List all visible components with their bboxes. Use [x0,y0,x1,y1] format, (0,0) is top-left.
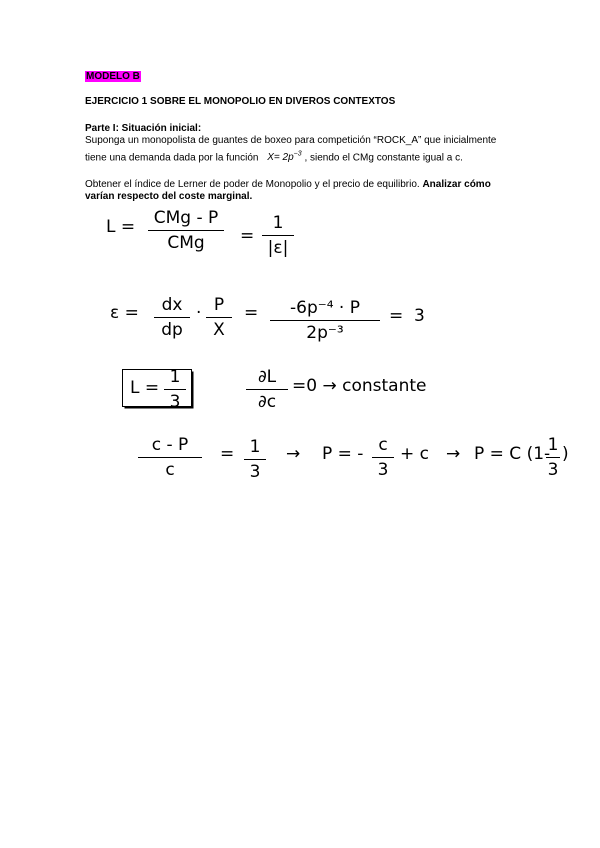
eq4-rhs-bar [244,459,266,460]
eq1-rhs-bar [262,235,294,236]
eq4-rhs-fraction [244,436,266,483]
eq2-frac-3-bar [270,320,380,321]
eq4-final-bar [546,457,560,458]
eq1-lhs: L = [106,217,136,237]
eq3-partial-num: ∂L [257,367,277,387]
eq4-final-num: 1 [547,435,559,455]
eq3-boxed-fraction [164,366,186,413]
eq4-c-num: c [378,435,388,455]
eq4-final-fraction [546,434,560,481]
eq3-partial [246,366,288,413]
eq3-partial-bar [246,389,288,390]
part-label: Parte I [85,123,116,134]
eq2-frac-1 [154,294,190,341]
eq2-frac-2-num: P [213,295,225,315]
eq3-boxed-lhs: L = [130,378,160,398]
eq2-frac-2-bar [206,317,232,318]
question-bold-1: Analizar cómo [422,179,491,190]
eq4-arrow-2: → [446,444,461,464]
eq4-lhs-fraction [138,434,202,481]
eq4-lhs-bar [138,457,202,458]
statement-line-2-pre: tiene una demanda dada por la función [85,152,259,164]
eq3-boxed-den: 3 [169,392,181,412]
eq2-frac-1-bar [154,317,190,318]
eq2-frac-1-den: dp [161,320,183,340]
eq1-rhs-fraction [262,212,294,259]
eq4-c-bar [372,457,394,458]
eq2-equals-2: = [389,306,404,326]
eq1-fraction [148,207,224,254]
eq4-mid: P = - [322,444,364,464]
eq2-frac-3-num: -6p⁻⁴ · P [290,298,360,318]
question-normal: Obtener el índice de Lerner de poder de Monopolio y el precio de equilibrio. [85,179,420,190]
eq3-boxed-num: 1 [169,367,181,387]
eq2-frac-2-den: X [213,320,225,340]
statement-line-2 [85,149,463,164]
eq2-result: 3 [414,306,425,326]
eq3-boxed-bar [164,389,186,390]
question-line-2: varían respecto del coste marginal. [85,191,253,202]
eq4-c-den: 3 [377,460,389,480]
eq4-rhs-den: 3 [249,462,261,482]
part-subtitle: : Situación inicial: [115,123,202,134]
eq4-final: P = C (1- [474,444,551,464]
eq2-dot: · [196,303,202,323]
eq2-frac-2 [206,294,232,341]
eq4-rhs-num: 1 [249,437,261,457]
statement-line-1: Suponga un monopolista de guantes de boxeo para competición “ROCK_A” que inicialmente [85,135,497,146]
eq1-numerator: CMg - P [153,208,219,228]
eq3-partial-den: ∂c [257,392,277,412]
model-label-highlight: MODELO B [86,71,140,82]
eq2-frac-1-num: dx [161,295,183,315]
eq1-rhs-numerator: 1 [272,213,284,233]
eq4-arrow-1: → [286,444,301,464]
eq1-rhs-denominator: |ε| [267,238,289,258]
eq4-c-fraction [372,434,394,481]
eq4-final-den: 3 [547,460,559,480]
eq4-lhs-den: c [165,460,175,480]
demand-formula-exponent: −3 [293,151,302,158]
statement-line-2-post: , siendo el CMg constante igual a c. [304,152,463,164]
eq1-equals: = [240,226,255,246]
eq1-denominator: CMg [167,233,205,253]
question-line-1 [85,179,491,191]
eq3-tail: =0 → constante [292,376,427,396]
eq4-equals: = [220,444,235,464]
eq2-frac-3-den: 2p⁻³ [306,323,344,343]
eq4-lhs-num: c - P [151,435,189,455]
demand-formula-base: X= 2p [267,152,294,164]
eq4-close-paren: ) [562,444,569,464]
part-heading [85,123,201,135]
eq2-lhs: ε = [110,303,139,323]
eq2-frac-3 [270,297,380,344]
eq4-plus: + c [400,444,429,464]
exercise-title: EJERCICIO 1 SOBRE EL MONOPOLIO EN DIVEROS CONTEXTOS [85,96,396,107]
eq2-equals-1: = [244,303,259,323]
model-label [85,71,141,83]
demand-formula [267,152,301,163]
eq1-bar [148,230,224,231]
